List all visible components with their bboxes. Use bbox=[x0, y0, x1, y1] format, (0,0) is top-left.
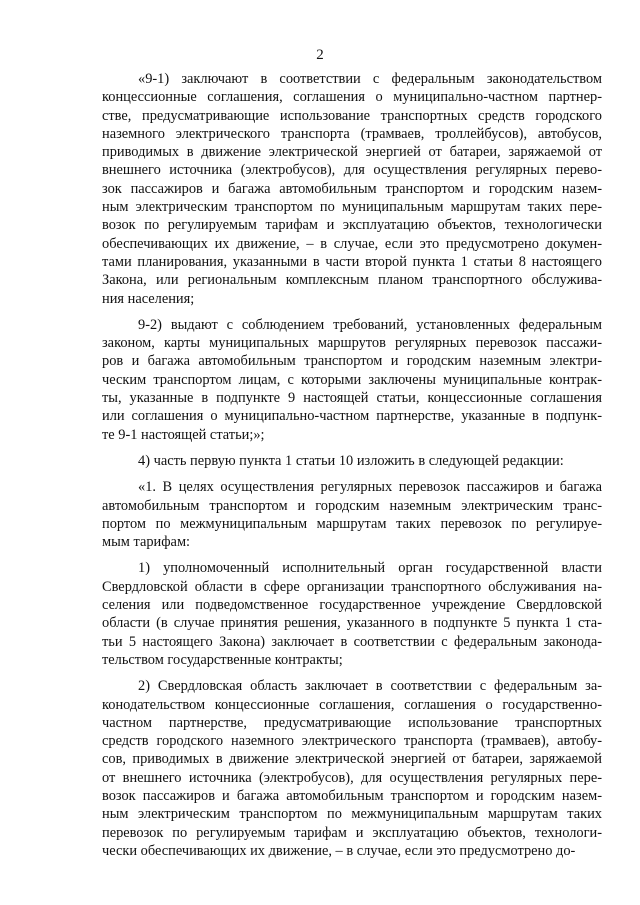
text-line: тами планирования, указанными в части второй пункта 1 статьи 8 настоящего bbox=[102, 253, 602, 270]
text-line: законом, карты муниципальных маршрутов регулярных перевозок пассажи- bbox=[102, 335, 602, 352]
text-line: возок пассажиров и багажа автомобильным транспортом и городским назем- bbox=[102, 787, 602, 804]
text-line: приводимых в движение электрической энергией от батареи, заряжаемой от bbox=[102, 144, 602, 161]
text-line: средств городского наземного электрического транспорта (трамваев), автобу- bbox=[102, 733, 602, 750]
paragraph bbox=[102, 70, 602, 308]
paragraph bbox=[102, 452, 602, 470]
text-line: области (в случае принятия решения, указанного в подпункте 5 пункта 1 ста- bbox=[102, 615, 602, 632]
text-line: зок пассажиров и багажа автомобильным транспортом и городским назем- bbox=[102, 180, 602, 197]
text-line: тьи 5 настоящего Закона) заключает в соответствии с федеральным законода- bbox=[102, 633, 602, 650]
text-line: автомобильным транспортом и городским наземным электрическим транс- bbox=[102, 497, 602, 514]
text-line: конодательством концессионные соглашения, соглашения о государственно- bbox=[102, 696, 602, 713]
text-line: возок по регулируемым тарифам и эксплуатацию объектов, технологически bbox=[102, 217, 602, 234]
text-line: тельством государственные контракты; bbox=[102, 651, 343, 668]
text-line: 2) Свердловская область заключает в соответствии с федеральным за- bbox=[138, 678, 602, 695]
text-line: 4) часть первую пункта 1 статьи 10 изложить в следующей редакции: bbox=[138, 452, 564, 469]
text-line: те 9-1 настоящей статьи;»; bbox=[102, 426, 265, 443]
text-line: 1) уполномоченный исполнительный орган государственной власти bbox=[138, 560, 602, 577]
text-line: Свердловской области в сфере организации транспортного обслуживания на- bbox=[102, 578, 602, 595]
text-line: внешнего источника (электробусов), для осуществления регулярных перево- bbox=[102, 162, 602, 179]
paragraph bbox=[102, 559, 602, 669]
text-line: мым тарифам: bbox=[102, 534, 191, 551]
text-line: ты, указанные в подпункте 9 настоящей статьи, концессионные соглашения bbox=[102, 390, 602, 407]
text-line: частном партнерстве, предусматривающие использование транспортных bbox=[102, 714, 602, 731]
paragraph bbox=[102, 316, 602, 444]
text-line: чески обеспечивающих их движение, – в случае, если это предусмотрено до- bbox=[102, 842, 576, 859]
text-line: селения или подведомственное государственное учреждение Свердловской bbox=[102, 597, 602, 614]
text-line: концессионные соглашения, соглашения о муниципально-частном партнер- bbox=[102, 89, 602, 106]
text-line: ным электрическим транспортом по межмуниципальным маршрутам таких bbox=[102, 806, 602, 823]
text-line: наземного электрического транспорта (трамваев, троллейбусов), автобусов, bbox=[102, 125, 602, 142]
document-body bbox=[102, 70, 602, 868]
text-line: или соглашения о муниципально-частном партнерстве, указанные в подпунк- bbox=[102, 408, 602, 425]
paragraph bbox=[102, 478, 602, 551]
text-line: от внешнего источника (электробусов), для осуществления регулярных пере- bbox=[102, 769, 602, 786]
text-line: ным электрическим транспортом по муниципальным маршрутам таких пере- bbox=[102, 199, 602, 216]
text-line: обеспечивающих их движение, – в случае, если это предусмотрено докумен- bbox=[102, 235, 602, 252]
text-line: сов, приводимых в движение электрической энергией от батареи, заряжаемой bbox=[102, 751, 602, 768]
text-line: ров и багажа автомобильным транспортом и городским наземным электри- bbox=[102, 353, 602, 370]
text-line: 9-2) выдают с соблюдением требований, установленных федеральным bbox=[138, 316, 602, 333]
page-number: 2 bbox=[316, 47, 324, 63]
text-line: портом по межмуниципальным маршрутам таких перевозок по регулируе- bbox=[102, 515, 602, 532]
text-line: «9-1) заключают в соответствии с федеральным законодательством bbox=[138, 71, 602, 87]
paragraph bbox=[102, 677, 602, 860]
text-line: стве, предусматривающие использование транспортных средств городского bbox=[102, 107, 602, 124]
text-line: «1. В целях осуществления регулярных перевозок пассажиров и багажа bbox=[138, 479, 602, 496]
text-line: ния населения; bbox=[102, 290, 195, 307]
text-line: ческим транспортом лицам, с которыми заключены муниципальные контрак- bbox=[102, 371, 602, 388]
text-line: перевозок по регулируемым тарифам и эксплуатацию объектов, технологи- bbox=[102, 824, 602, 841]
text-line: Закона, или региональным комплексным планом транспортного обслужива- bbox=[102, 272, 602, 289]
